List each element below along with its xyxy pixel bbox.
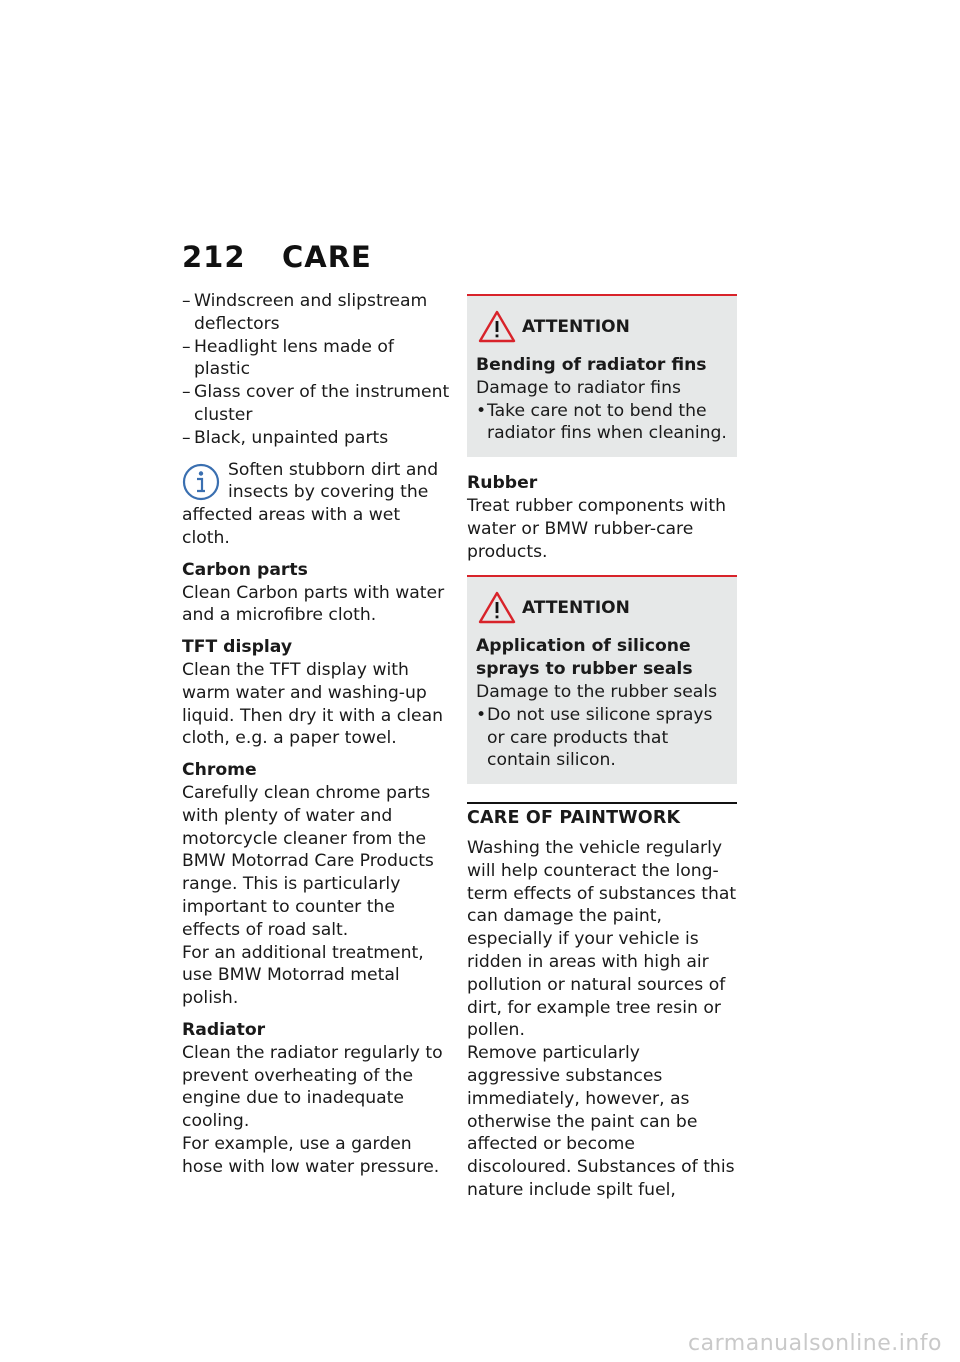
chrome-heading: Chrome [182,760,257,781]
bullet-marker: • [476,400,487,421]
carbon-heading: Carbon parts [182,559,308,580]
chrome-text-2: For an additional treatment, use BMW Motorrad metal polish. [182,942,424,1009]
attention-header [478,591,727,625]
radiator-text-2: For example, use a garden hose with low water pressure. [182,1133,440,1177]
list-item [182,381,452,427]
info-note-text: Soften stubborn dirt and insects by covering the affected areas with a wet cloth. [182,459,439,548]
paint-text: Washing the vehicle regularly will help counteract the long-term effects of substances that can damage the paint, especially if your vehicle is ridden in areas with high air pollution or natural sources of dirt, for example tree resin or pollen. [467,837,737,1041]
attention-header [478,310,727,344]
list-item [182,336,452,382]
watermark: carmanualsonline.info [688,1331,942,1356]
list-item-text: Headlight lens made of plastic [194,336,394,380]
attention-bullet [476,704,727,772]
rubber-text: Treat rubber components with water or BMW rubber-care products. [467,495,726,562]
radiator-heading: Radiator [182,1019,266,1040]
page-header [182,240,372,274]
list-item [182,427,452,450]
warning-triangle-icon [478,591,516,625]
attention-box [467,575,737,784]
list-item [182,290,452,336]
attention-title: Application of silicone sprays to rubber seals [476,636,693,680]
info-icon [182,463,220,501]
dash-marker: – [182,291,191,311]
chapter-title: CARE [282,240,372,274]
attention-subtitle: Damage to the rubber seals [476,681,718,702]
chrome-text: Carefully clean chrome parts with plenty of water and motorcycle cleaner from the BMW Motorrad Care Products range. This is particularly important to counter the effects of road salt. [182,782,434,940]
attention-label: ATTENTION [522,597,630,618]
left-column [182,290,452,1178]
list-item-text: Windscreen and slipstream deflectors [194,291,428,334]
attention-label: ATTENTION [522,316,630,337]
dash-marker: – [182,336,191,357]
list-item-text: Glass cover of the instrument cluster [194,382,450,425]
right-column [467,294,737,1202]
dash-marker: – [182,427,191,448]
rubber-heading: Rubber [467,473,538,494]
bullet-marker: • [476,704,487,725]
attention-subtitle: Damage to radiator fins [476,377,681,398]
tft-text: Clean the TFT display with warm water and washing-up liquid. Then dry it with a clean cloth, e.g. a paper towel. [182,659,444,749]
dash-marker: – [182,382,191,403]
carbon-text: Clean Carbon parts with water and a microfibre cloth. [182,582,445,626]
list-item-text: Black, unpainted parts [194,427,389,448]
attention-title: Bending of radiator fins [476,355,707,375]
attention-bullet-text: Take care not to bend the radiator fins when cleaning. [487,400,727,444]
section-heading: CARE OF PAINTWORK [467,802,737,830]
paint-text-2: Remove particularly aggressive substances immediately, however, as otherwise the paint can be affected or become discoloured. Substances of this nature include spilt fuel, [467,1043,735,1200]
info-note [182,459,452,550]
attention-bullet [476,400,727,446]
attention-bullet-text: Do not use silicone sprays or care products that contain silicon. [487,704,713,771]
warning-triangle-icon [478,310,516,344]
page-number: 212 [182,240,246,274]
attention-box [467,294,737,457]
tft-heading: TFT display [182,637,293,658]
radiator-text: Clean the radiator regularly to prevent overheating of the engine due to inadequate cooling. [182,1042,443,1132]
